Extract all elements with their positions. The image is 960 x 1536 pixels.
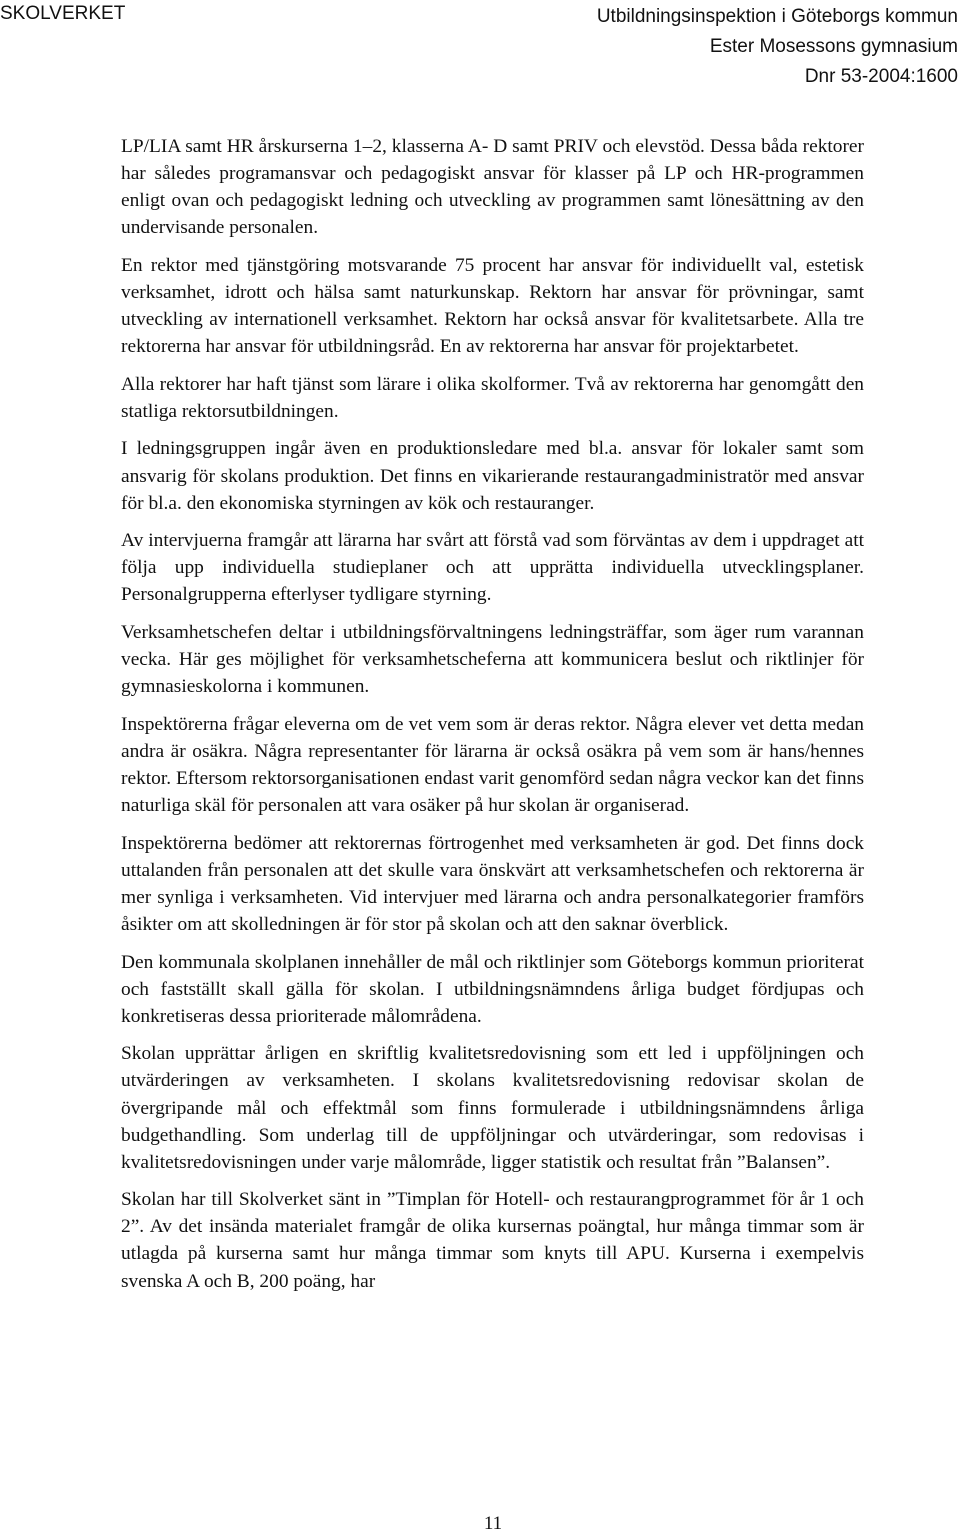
paragraph: Verksamhetschefen deltar i utbildningsförvaltningens ledningsträffar, som äger rum varannan vecka. Här ges möjlighet för verksamhetscheferna att kommunicera beslut och riktlinjer för gymnasieskolorna i kommunen. bbox=[121, 622, 864, 698]
header-reference-number: Dnr 53-2004:1600 bbox=[804, 66, 958, 87]
paragraph: Skolan upprättar årligen en skriftlig kvalitetsredovisning som ett led i uppföljningen och utvärderingen av verksamheten. I skolans kvalitetsredovisning redovisar skolan de övergripande mål och effektmål som finns formulerade i utbildningsnämndens årliga budgethandling. Som underlag till de uppföljningar och utvärderingar, som redovisas i kvalitetsredovisningen under varje målområde, ligger statistik och resultat från ”Balansen”. bbox=[121, 1043, 864, 1173]
paragraph: LP/LIA samt HR årskurserna 1–2, klasserna A- D samt PRIV och elevstöd. Dessa båda rektorer har således programansvar och pedagogiskt ansvar för klasser på LP och HR-programmen enligt ovan och pedagogiskt ledning och utveckling av programmen samt lönesättning av den undervisande personalen. bbox=[121, 136, 864, 239]
paragraph: Den kommunala skolplanen innehåller de mål och riktlinjer som Göteborgs kommun prioriterat och fastställt skall gälla för skolan. I utbildningsnämndens årliga budget fördjupas och konkretiseras dessa prioriterade målområdena. bbox=[121, 951, 864, 1027]
paragraph: I ledningsgruppen ingår även en produktionsledare med bl.a. ansvar för lokaler samt som ansvarig för skolans produktion. Det finns en vikarierande restaurangadministratör med ansvar för bl.a. den ekonomiska styrningen av kök och restauranger. bbox=[121, 438, 864, 514]
paragraph: Av intervjuerna framgår att lärarna har svårt att förstå vad som förväntas av dem i uppdraget att följa upp individuella studieplaner och att upprätta individuella utvecklingsplaner. Personalgrupperna efterlyser tydligare styrning. bbox=[121, 530, 864, 606]
paragraph: Skolan har till Skolverket sänt in ”Timplan för Hotell- och restaurangprogrammet för år 1 och 2”. Av det insända materialet framgår de olika kursernas poängtal, hur många timmar som är utlagda på kurserna samt hur många timmar som knyts till APU. Kurserna i exempelvis svenska A och B, 200 poäng, har bbox=[121, 1189, 864, 1292]
paragraph: Inspektörerna frågar eleverna om de vet vem som är deras rektor. Några elever vet detta medan andra är osäkra. Några representanter för lärarna är också osäkra på vem som är hans/hennes rektor. Eftersom rektorsorganisationen endast varit genomförd sedan några veckor kan det finns naturliga skäl för personalen att vara osäker på hur skolan är organiserad. bbox=[121, 713, 864, 817]
document-body bbox=[121, 133, 864, 1305]
paragraph: En rektor med tjänstgöring motsvarande 75 procent har ansvar för individuellt val, estetisk verksamhet, idrott och hälsa samt naturkunskap. Rektorn har ansvar för prövningar, samt utveckling av internationell verksamhet. Rektorn har också ansvar för kvalitetsarbete. Alla tre rektorerna har ansvar för utbildningsråd. En av rektorerna har ansvar för projektarbetet. bbox=[121, 254, 864, 358]
header-title: Utbildningsinspektion i Göteborgs kommun bbox=[596, 6, 958, 27]
page-number: 11 bbox=[483, 1513, 503, 1534]
document-header bbox=[597, 2, 958, 92]
header-school: Ester Mosessons gymnasium bbox=[709, 36, 958, 57]
paragraph: Alla rektorer har haft tjänst som lärare i olika skolformer. Två av rektorerna har genomgått den statliga rektorsutbildningen. bbox=[121, 373, 864, 422]
paragraph: Inspektörerna bedömer att rektorernas förtrogenhet med verksamheten är god. Det finns dock uttalanden från personalen att det skulle vara önskvärt att verksamhetschefen och rektorerna är mer synliga i verksamheten. Vid intervjuer med lärarna och andra personalkategorier framförs åsikter om att skolledningen är för stor på skolan och att den saknar överblick. bbox=[121, 832, 864, 935]
agency-name: SKOLVERKET bbox=[0, 3, 126, 24]
